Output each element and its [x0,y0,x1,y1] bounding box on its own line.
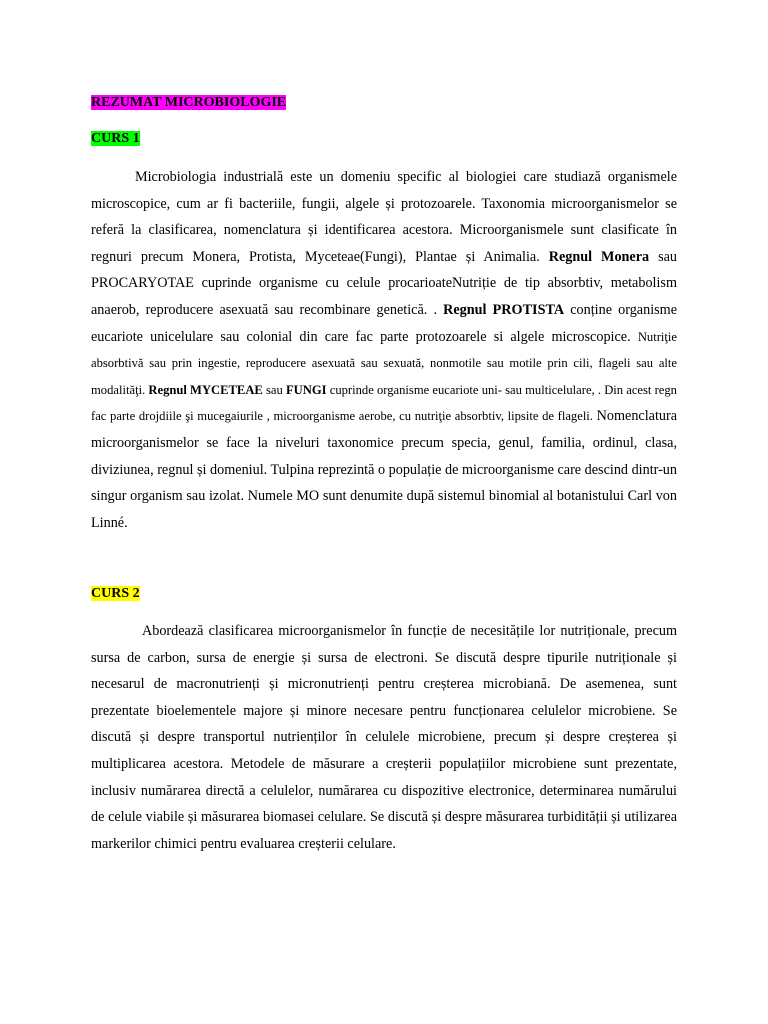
section1-small-text-1: Nutriţie absorbtivă sau prin ingestie, reproducere asexuată sau sexuată, nonmotile sau motile prin cili, flageli sau alte modalităţi. [91,329,677,397]
section2-heading [91,584,140,603]
section1-small-text-3: cuprinde organisme eucariote uni- sau multicelulare, . Din acest regn fac parte drojdiile şi mucegaiurile , microorganisme aerobe, cu nutriţie absorbtiv, lipsite de flageli. [91,382,677,424]
section1-bold-protista: Regnul PROTISTA [443,301,565,318]
section1-heading [91,129,140,148]
section1-bold-myceteae: Regnul MYCETEAE [148,382,263,397]
section2-text-1: Abordează clasificarea microorganismelor în funcție de necesitățile lor nutriționale, precum sursa de carbon, sursa de energie și sursa de electroni. Se discută despre tipurile nutriționale și necesarul de macronutrienți și micronutrienți pentru creșterea microbiană. De asemenea, sunt prezentate bioelementele majore și minore necesare pentru funcționarea celulelor microbiene. Se discută și despre transportul nutrienților în celulele microbiene, precum și despre creșterea și multiplicarea acestora. Metodele de măsurare a creșterii populațiilor microbiene sunt prezentate, inclusiv numărarea directă a celulelor, numărarea cu dispozitive electronice, determinarea numărului de celule viabile și măsurarea biomasei celulare. Se discută și despre măsurarea turbidității și utilizarea markerilor chimici pentru evaluarea creșterii celulare. [91,623,677,852]
section1-text-4: Nomenclatura microorganismelor se face la niveluri taxonomice precum specia, genul, familia, ordinul, clasa, diviziunea, regnul și domeniul. Tulpina reprezintă o populație de microorganisme care descind dintr-un singur organism sau izolat. Numele MO sunt denumite după sistemul binomial al botanistului Carl von Linné. [91,408,677,531]
section1-bold-fungi: FUNGI [285,382,327,397]
section1-text-1: Microbiologia industrială este un domeniu specific al biologiei care studiază organismele microscopice, cum ar fi bacteriile, fungii, algele și protozoarele. Taxonomia microorganismelor se referă la clasificarea, nomenclatura și identificarea acestora. Microorganismele sunt clasificate în regnuri precum Monera, Protista, Myceteae(Fungi), Plantae și Animalia. [91,169,677,265]
section2-heading-text: CURS 2 [91,586,140,601]
document-title-text: REZUMAT MICROBIOLOGIE [91,95,287,110]
section1-text-2: sau PROCARYOTAE cuprinde organisme cu celule procarioateNutriție de tip absorbtiv, metabolism anaerob, reproducere asexuată sau recombinare genetică. . [91,248,677,318]
section1-small-text-2: sau [262,382,286,397]
section1-text-3: conține organisme eucariote unicelulare sau colonial din care fac parte protozoarele si algele microscopice. [91,301,677,345]
section1-heading-text: CURS 1 [91,131,140,146]
section1-bold-monera: Regnul Monera [548,248,650,265]
document-title [91,93,286,112]
section2-paragraph [91,618,677,857]
section1-paragraph [91,164,677,536]
